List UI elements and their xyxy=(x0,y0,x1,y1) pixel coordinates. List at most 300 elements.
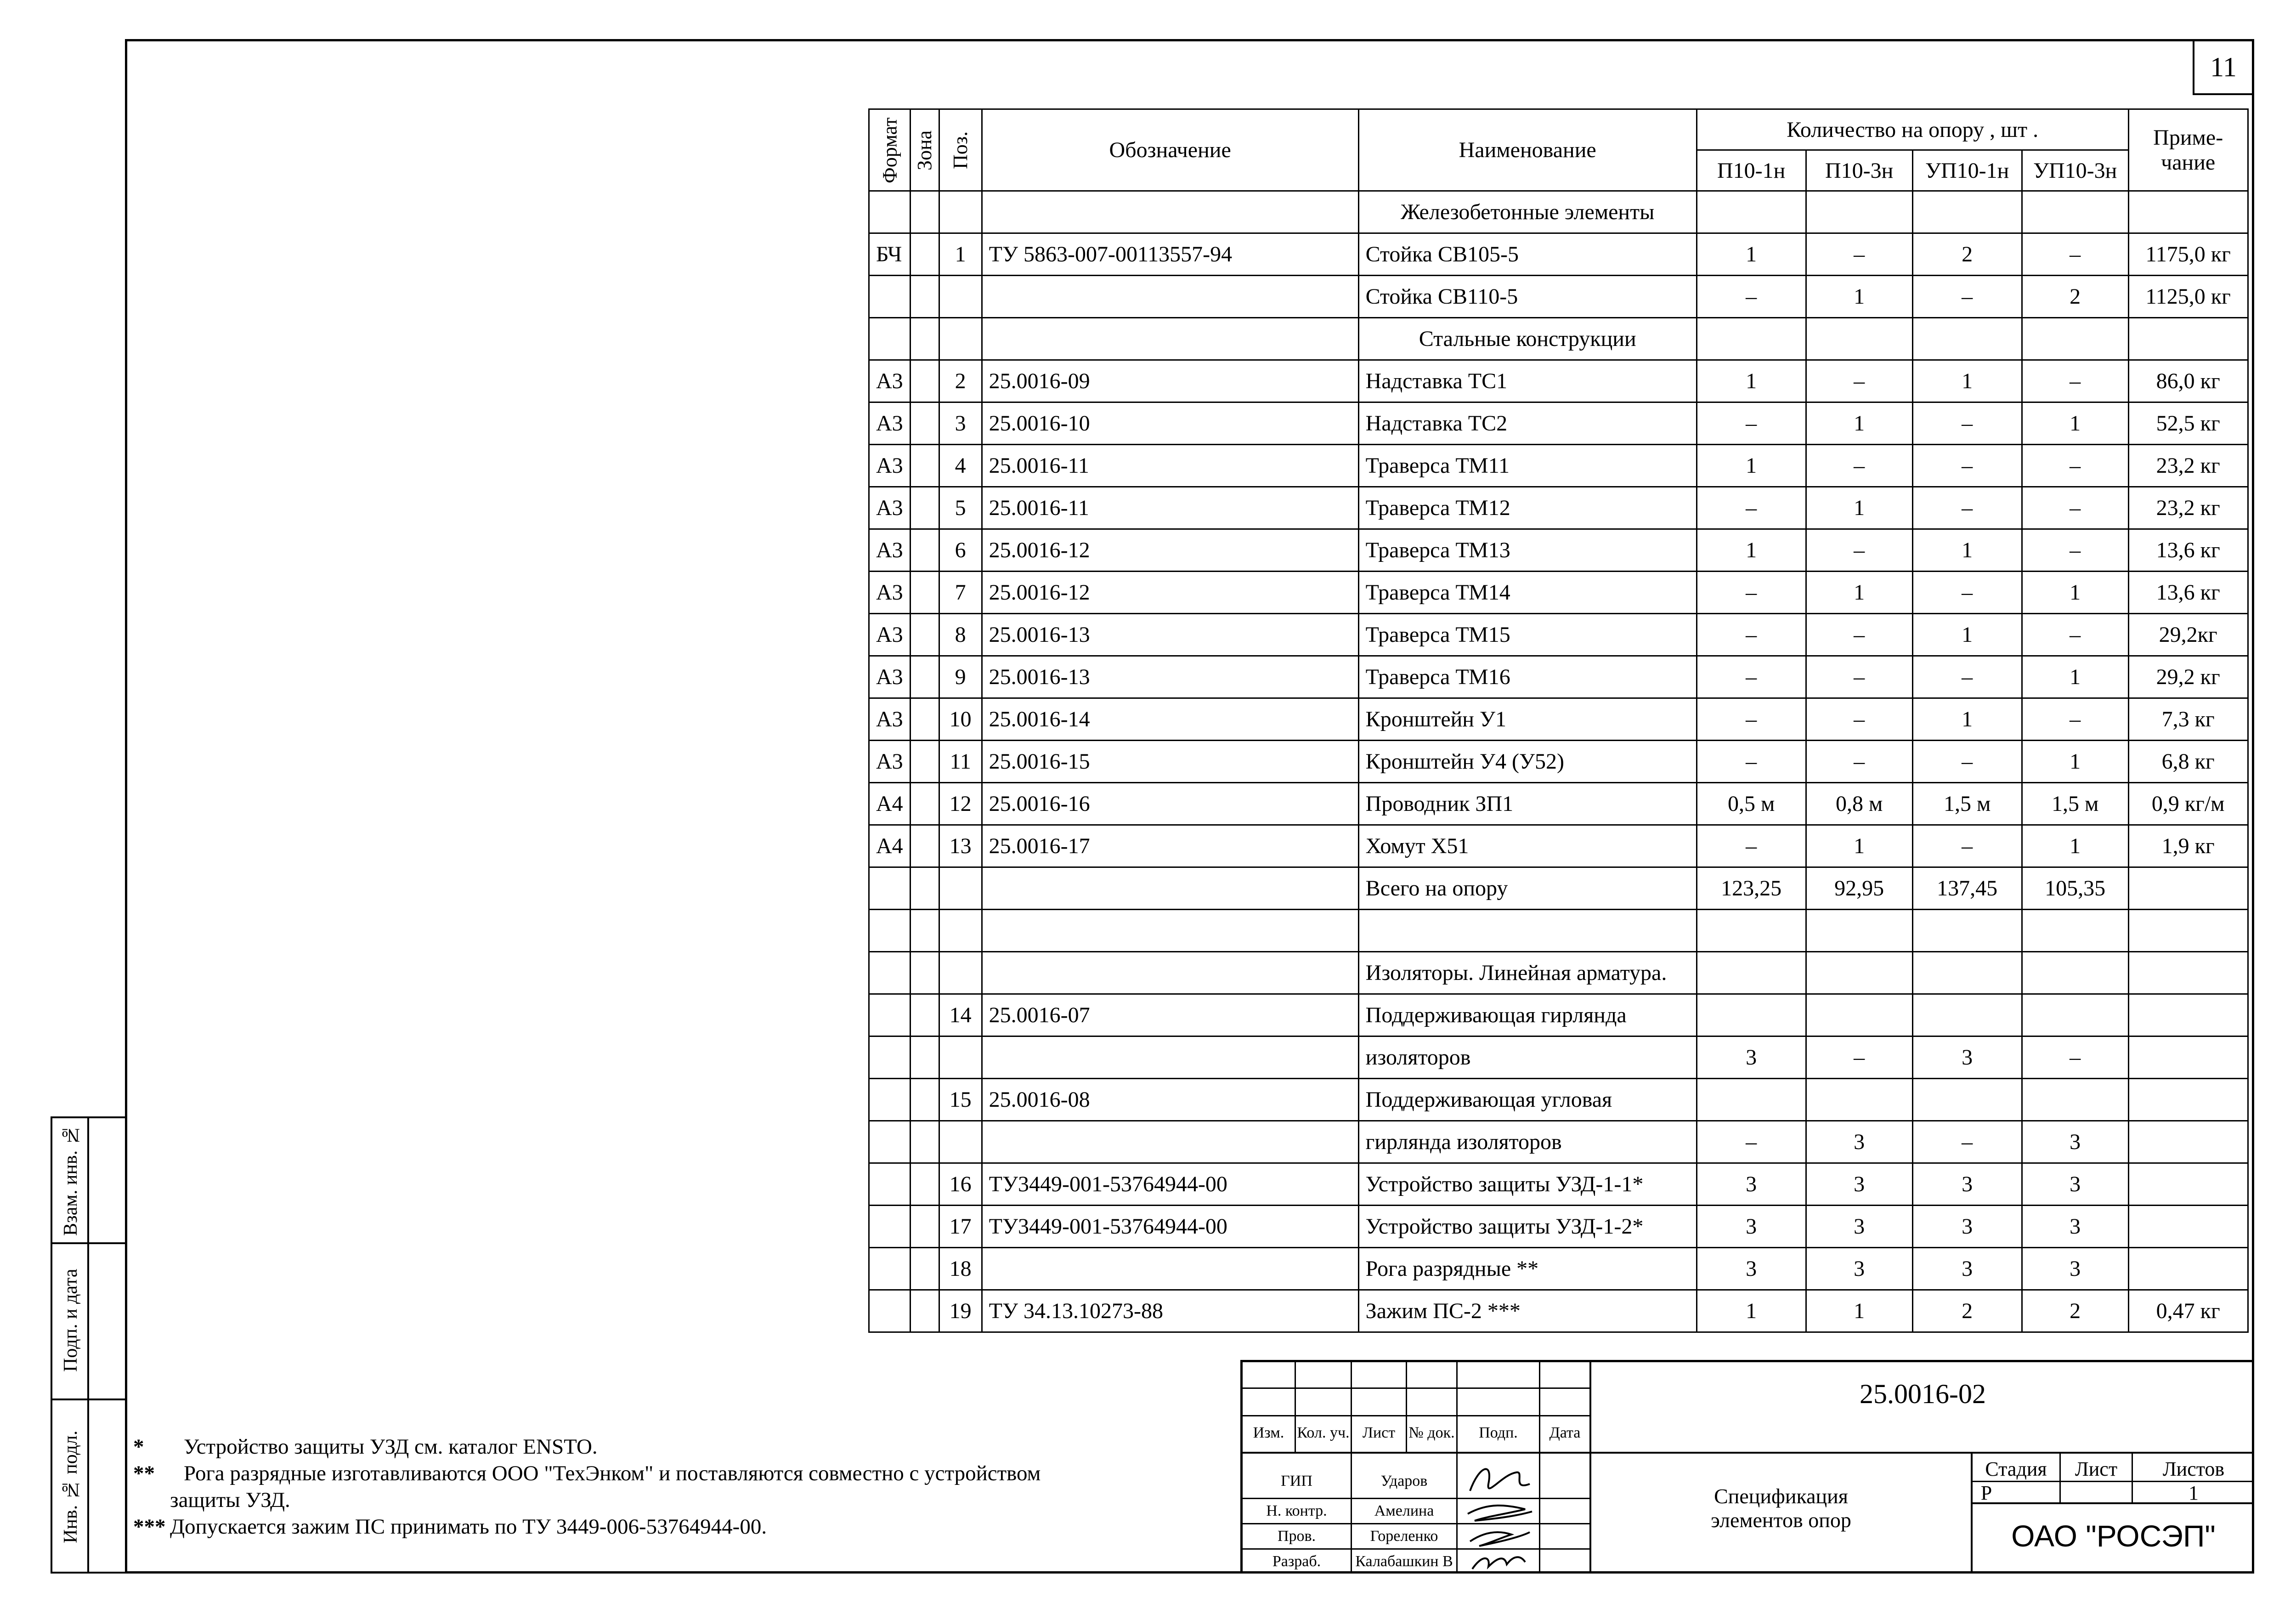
cell-designation: 25.0016-12 xyxy=(982,529,1358,572)
cell-quantity: 1 xyxy=(2022,402,2128,445)
header-format: Формат xyxy=(869,109,910,191)
cell-pos: 4 xyxy=(939,445,982,487)
cell-zone xyxy=(910,233,939,276)
cell-quantity: – xyxy=(1806,233,1912,276)
cell-quantity xyxy=(1806,318,1912,360)
side-sign-date: Подп. и дата xyxy=(60,1268,81,1372)
cell-format xyxy=(869,1290,910,1332)
cell-quantity: 2 xyxy=(2022,276,2128,318)
cell-format xyxy=(869,191,910,233)
cell-format: А4 xyxy=(869,783,910,825)
table-row xyxy=(869,910,2248,952)
cell-note: 1,9 кг xyxy=(2128,825,2248,867)
cell-quantity xyxy=(1912,952,2022,994)
sheets-value: 1 xyxy=(2189,1482,2199,1504)
cell-name: Поддерживающая гирлянда xyxy=(1358,994,1697,1036)
table-row xyxy=(869,402,2248,445)
cell-quantity: – xyxy=(2022,1036,2128,1079)
table-row xyxy=(869,1079,2248,1121)
cell-name: гирлянда изоляторов xyxy=(1358,1121,1697,1163)
tb-col-sign: Подп. xyxy=(1479,1424,1518,1441)
cell-name: Зажим ПС-2 *** xyxy=(1358,1290,1697,1332)
cell-note xyxy=(2128,191,2248,233)
cell-pos: 9 xyxy=(939,656,982,698)
tb-person: Гореленко xyxy=(1370,1528,1438,1545)
cell-quantity xyxy=(1912,1079,2022,1121)
cell-name: Траверса ТМ14 xyxy=(1358,572,1697,614)
table-row xyxy=(869,276,2248,318)
cell-designation: 25.0016-13 xyxy=(982,614,1358,656)
cell-designation xyxy=(982,952,1358,994)
cell-designation xyxy=(982,1248,1358,1290)
cell-zone xyxy=(910,825,939,867)
cell-name: Устройство защиты УЗД-1-1* xyxy=(1358,1163,1697,1206)
cell-quantity: 1 xyxy=(1806,825,1912,867)
cell-quantity: 0,8 м xyxy=(1806,783,1912,825)
cell-quantity: 1 xyxy=(1806,572,1912,614)
cell-format: А3 xyxy=(869,402,910,445)
cell-name: Траверса ТМ11 xyxy=(1358,445,1697,487)
cell-quantity: 92,95 xyxy=(1806,867,1912,910)
cell-format: БЧ xyxy=(869,233,910,276)
table-row xyxy=(869,741,2248,783)
tb-col-izm: Изм. xyxy=(1253,1424,1284,1441)
cell-designation: 25.0016-11 xyxy=(982,445,1358,487)
tb-col-list: Лист xyxy=(1362,1424,1396,1441)
cell-designation: 25.0016-09 xyxy=(982,360,1358,402)
cell-designation: 25.0016-17 xyxy=(982,825,1358,867)
cell-quantity: – xyxy=(1912,276,2022,318)
cell-quantity: 1 xyxy=(1806,402,1912,445)
title-block xyxy=(1240,1360,2254,1574)
tb-person: Ударов xyxy=(1380,1472,1428,1489)
cell-quantity: – xyxy=(1912,741,2022,783)
cell-quantity xyxy=(1697,952,1806,994)
cell-designation: 25.0016-12 xyxy=(982,572,1358,614)
cell-zone xyxy=(910,741,939,783)
cell-quantity: – xyxy=(2022,360,2128,402)
cell-pos: 13 xyxy=(939,825,982,867)
cell-name: Устройство защиты УЗД-1-2* xyxy=(1358,1206,1697,1248)
cell-note xyxy=(2128,1206,2248,1248)
cell-pos: 12 xyxy=(939,783,982,825)
cell-designation xyxy=(982,1121,1358,1163)
cell-quantity: 1 xyxy=(1697,233,1806,276)
cell-zone xyxy=(910,910,939,952)
table-row xyxy=(869,1163,2248,1206)
cell-quantity: 1 xyxy=(1697,1290,1806,1332)
cell-pos: 2 xyxy=(939,360,982,402)
cell-quantity: 105,35 xyxy=(2022,867,2128,910)
cell-zone xyxy=(910,487,939,529)
cell-zone xyxy=(910,614,939,656)
cell-quantity: – xyxy=(1697,572,1806,614)
cell-zone xyxy=(910,1036,939,1079)
cell-format: А3 xyxy=(869,614,910,656)
cell-name: Траверса ТМ13 xyxy=(1358,529,1697,572)
cell-quantity xyxy=(1806,952,1912,994)
cell-pos: 17 xyxy=(939,1206,982,1248)
cell-format xyxy=(869,1248,910,1290)
stage-label: Стадия xyxy=(1985,1458,2047,1480)
cell-note: 86,0 кг xyxy=(2128,360,2248,402)
tb-role: ГИП xyxy=(1281,1472,1312,1489)
cell-quantity: – xyxy=(1806,445,1912,487)
document-title-line1: Спецификация xyxy=(1714,1484,1848,1508)
cell-quantity: 3 xyxy=(2022,1248,2128,1290)
cell-zone xyxy=(910,698,939,741)
header-support-up10-1n: УП10-1н xyxy=(1912,150,2022,191)
cell-zone xyxy=(910,318,939,360)
cell-zone xyxy=(910,994,939,1036)
cell-zone xyxy=(910,572,939,614)
cell-quantity: 137,45 xyxy=(1912,867,2022,910)
cell-quantity xyxy=(1806,910,1912,952)
footnote: * Устройство защиты УЗД см. каталог ENSTO. xyxy=(133,1435,598,1459)
cell-zone xyxy=(910,445,939,487)
cell-note: 6,8 кг xyxy=(2128,741,2248,783)
cell-zone xyxy=(910,1121,939,1163)
cell-note xyxy=(2128,318,2248,360)
cell-pos: 7 xyxy=(939,572,982,614)
sheet-label: Лист xyxy=(2075,1458,2118,1480)
cell-format: А4 xyxy=(869,825,910,867)
table-row xyxy=(869,698,2248,741)
cell-zone xyxy=(910,402,939,445)
cell-designation: 25.0016-10 xyxy=(982,402,1358,445)
tb-col-date: Дата xyxy=(1549,1424,1581,1441)
cell-quantity: 1 xyxy=(2022,825,2128,867)
cell-quantity: 3 xyxy=(2022,1121,2128,1163)
header-designation: Обозначение xyxy=(982,109,1358,191)
tb-col-kol: Кол. уч. xyxy=(1297,1424,1350,1441)
cell-quantity: – xyxy=(1697,825,1806,867)
cell-quantity: – xyxy=(1912,1121,2022,1163)
tb-col-doc: № док. xyxy=(1408,1424,1455,1441)
cell-designation: 25.0016-15 xyxy=(982,741,1358,783)
cell-pos xyxy=(939,952,982,994)
cell-pos: 15 xyxy=(939,1079,982,1121)
section-title: Железобетонные элементы xyxy=(1358,191,1697,233)
cell-designation xyxy=(982,1036,1358,1079)
cell-quantity: – xyxy=(1697,402,1806,445)
cell-quantity: – xyxy=(1806,656,1912,698)
cell-pos: 8 xyxy=(939,614,982,656)
cell-quantity: 3 xyxy=(1697,1248,1806,1290)
header-pos: Поз. xyxy=(939,109,982,191)
cell-format: А3 xyxy=(869,698,910,741)
table-row xyxy=(869,360,2248,402)
header-zone: Зона xyxy=(910,109,939,191)
table-row xyxy=(869,572,2248,614)
cell-quantity: 0,5 м xyxy=(1697,783,1806,825)
cell-designation: ТУ3449-001-53764944-00 xyxy=(982,1163,1358,1206)
cell-designation xyxy=(982,318,1358,360)
table-row xyxy=(869,1121,2248,1163)
cell-quantity: 1 xyxy=(1806,487,1912,529)
table-row xyxy=(869,783,2248,825)
cell-quantity: – xyxy=(1912,656,2022,698)
section-title: Стальные конструкции xyxy=(1358,318,1697,360)
cell-quantity xyxy=(2022,1079,2128,1121)
cell-designation xyxy=(982,867,1358,910)
cell-note: 1175,0 кг xyxy=(2128,233,2248,276)
cell-quantity: 123,25 xyxy=(1697,867,1806,910)
cell-pos xyxy=(939,1036,982,1079)
table-row xyxy=(869,867,2248,910)
cell-format xyxy=(869,952,910,994)
cell-quantity: – xyxy=(1697,656,1806,698)
cell-note: 7,3 кг xyxy=(2128,698,2248,741)
cell-zone xyxy=(910,529,939,572)
cell-quantity xyxy=(2022,191,2128,233)
cell-quantity: – xyxy=(1697,276,1806,318)
cell-name: Проводник ЗП1 xyxy=(1358,783,1697,825)
cell-name: Всего на опору xyxy=(1358,867,1697,910)
cell-quantity xyxy=(1697,1079,1806,1121)
cell-pos: 16 xyxy=(939,1163,982,1206)
cell-note: 52,5 кг xyxy=(2128,402,2248,445)
cell-note xyxy=(2128,867,2248,910)
cell-pos: 6 xyxy=(939,529,982,572)
cell-quantity: 1 xyxy=(1912,360,2022,402)
cell-designation: 25.0016-13 xyxy=(982,656,1358,698)
cell-note: 29,2кг xyxy=(2128,614,2248,656)
cell-name: Стойка СВ105-5 xyxy=(1358,233,1697,276)
cell-note: 23,2 кг xyxy=(2128,487,2248,529)
cell-designation: 25.0016-11 xyxy=(982,487,1358,529)
cell-quantity: – xyxy=(1806,741,1912,783)
sheets-label: Листов xyxy=(2162,1458,2225,1480)
cell-quantity: – xyxy=(1806,529,1912,572)
cell-quantity xyxy=(2022,994,2128,1036)
cell-quantity xyxy=(2022,318,2128,360)
cell-note xyxy=(2128,952,2248,994)
cell-quantity: – xyxy=(1697,741,1806,783)
cell-note: 13,6 кг xyxy=(2128,529,2248,572)
cell-quantity: 2 xyxy=(2022,1290,2128,1332)
cell-zone xyxy=(910,656,939,698)
header-support-p10-1n: П10-1н xyxy=(1697,150,1806,191)
cell-name xyxy=(1358,910,1697,952)
cell-quantity: – xyxy=(1806,698,1912,741)
cell-note: 1125,0 кг xyxy=(2128,276,2248,318)
table-row xyxy=(869,445,2248,487)
cell-quantity: 3 xyxy=(1806,1121,1912,1163)
cell-note: 13,6 кг xyxy=(2128,572,2248,614)
cell-quantity: 1 xyxy=(1697,445,1806,487)
cell-designation: ТУ3449-001-53764944-00 xyxy=(982,1206,1358,1248)
cell-quantity: 3 xyxy=(1697,1206,1806,1248)
table-row xyxy=(869,656,2248,698)
cell-pos xyxy=(939,318,982,360)
cell-quantity: 1 xyxy=(1697,529,1806,572)
cell-quantity: – xyxy=(1912,825,2022,867)
cell-quantity xyxy=(1912,191,2022,233)
cell-note xyxy=(2128,910,2248,952)
section-row xyxy=(869,318,2248,360)
cell-note: 0,9 кг/м xyxy=(2128,783,2248,825)
cell-format: А3 xyxy=(869,656,910,698)
cell-format xyxy=(869,867,910,910)
cell-quantity: 1 xyxy=(2022,741,2128,783)
cell-quantity: 3 xyxy=(1912,1036,2022,1079)
cell-quantity: 1 xyxy=(1697,360,1806,402)
cell-quantity: – xyxy=(2022,233,2128,276)
header-name: Наименование xyxy=(1358,109,1697,191)
cell-quantity xyxy=(1697,191,1806,233)
cell-quantity: 3 xyxy=(2022,1163,2128,1206)
footnote: *** Допускается зажим ПС принимать по ТУ 3449-006-53764944-00. xyxy=(133,1515,767,1539)
cell-quantity: 1,5 м xyxy=(1912,783,2022,825)
cell-quantity xyxy=(2022,910,2128,952)
cell-format: А3 xyxy=(869,529,910,572)
header-support-p10-3n: П10-3н xyxy=(1806,150,1912,191)
cell-format: А3 xyxy=(869,487,910,529)
cell-quantity: 2 xyxy=(1912,233,2022,276)
cell-name: Траверса ТМ12 xyxy=(1358,487,1697,529)
tb-person: Калабашкин В xyxy=(1355,1553,1453,1570)
cell-quantity: 1 xyxy=(1806,276,1912,318)
cell-pos: 14 xyxy=(939,994,982,1036)
cell-quantity: – xyxy=(1697,698,1806,741)
cell-pos xyxy=(939,910,982,952)
cell-quantity: – xyxy=(2022,445,2128,487)
cell-quantity: 2 xyxy=(1912,1290,2022,1332)
cell-quantity: – xyxy=(2022,698,2128,741)
cell-name: Надставка ТС1 xyxy=(1358,360,1697,402)
cell-quantity: 3 xyxy=(1912,1248,2022,1290)
cell-name: Изоляторы. Линейная арматура. xyxy=(1358,952,1697,994)
cell-quantity: – xyxy=(2022,529,2128,572)
side-stamp-strip xyxy=(51,1116,125,1574)
cell-format xyxy=(869,994,910,1036)
sheet-number: 11 xyxy=(2193,41,2252,95)
footnote: ** Рога разрядные изготавливаются ООО "ТехЭнком" и поставляются совместно с устройством xyxy=(133,1461,1041,1485)
cell-note xyxy=(2128,994,2248,1036)
cell-pos: 18 xyxy=(939,1248,982,1290)
cell-zone xyxy=(910,360,939,402)
cell-quantity: 3 xyxy=(1912,1163,2022,1206)
cell-zone xyxy=(910,952,939,994)
table-row xyxy=(869,614,2248,656)
cell-quantity xyxy=(1806,994,1912,1036)
table-row xyxy=(869,825,2248,867)
cell-quantity xyxy=(1912,994,2022,1036)
header-support-up10-3n: УП10-3н xyxy=(2022,150,2128,191)
specification-body xyxy=(869,191,2248,1332)
cell-quantity: 1 xyxy=(2022,572,2128,614)
table-row xyxy=(869,1248,2248,1290)
specification-table xyxy=(868,108,2249,1333)
cell-format xyxy=(869,1121,910,1163)
cell-quantity xyxy=(1697,910,1806,952)
cell-quantity: 1 xyxy=(1912,529,2022,572)
cell-designation xyxy=(982,276,1358,318)
cell-name: Стойка СВ110-5 xyxy=(1358,276,1697,318)
cell-pos xyxy=(939,276,982,318)
cell-quantity: 1 xyxy=(1806,1290,1912,1332)
cell-quantity xyxy=(1697,318,1806,360)
table-row xyxy=(869,994,2248,1036)
cell-quantity: 3 xyxy=(1806,1248,1912,1290)
cell-zone xyxy=(910,1206,939,1248)
cell-zone xyxy=(910,783,939,825)
footnote: защиты УЗД. xyxy=(170,1488,290,1512)
cell-designation: ТУ 5863-007-00113557-94 xyxy=(982,233,1358,276)
cell-designation: 25.0016-07 xyxy=(982,994,1358,1036)
tb-role: Пров. xyxy=(1277,1528,1316,1545)
side-replace-inv: Взам. инв. № xyxy=(60,1124,81,1236)
header-quantity: Количество на опору , шт . xyxy=(1697,109,2128,150)
signatures-image xyxy=(1461,1447,1539,1574)
cell-pos xyxy=(939,1121,982,1163)
side-inv-no: Инв. № подл. xyxy=(60,1430,81,1544)
cell-pos: 1 xyxy=(939,233,982,276)
cell-name: изоляторов xyxy=(1358,1036,1697,1079)
table-row xyxy=(869,1206,2248,1248)
cell-pos: 3 xyxy=(939,402,982,445)
cell-format xyxy=(869,1079,910,1121)
cell-format xyxy=(869,318,910,360)
cell-quantity: – xyxy=(1806,1036,1912,1079)
cell-quantity: – xyxy=(1697,1121,1806,1163)
section-row xyxy=(869,191,2248,233)
cell-note xyxy=(2128,1121,2248,1163)
cell-designation: 25.0016-08 xyxy=(982,1079,1358,1121)
cell-designation: 25.0016-14 xyxy=(982,698,1358,741)
document-title-line2: элементов опор xyxy=(1711,1508,1851,1532)
cell-format xyxy=(869,910,910,952)
document-code: 25.0016-02 xyxy=(1860,1379,1986,1409)
cell-name: Кронштейн У4 (У52) xyxy=(1358,741,1697,783)
cell-format: А3 xyxy=(869,445,910,487)
organization-name: ОАО "РОСЭП" xyxy=(2011,1519,2216,1553)
footnotes xyxy=(133,1433,1041,1540)
cell-quantity: – xyxy=(2022,487,2128,529)
cell-name: Надставка ТС2 xyxy=(1358,402,1697,445)
cell-quantity: – xyxy=(1912,402,2022,445)
cell-quantity xyxy=(2022,952,2128,994)
cell-name: Кронштейн У1 xyxy=(1358,698,1697,741)
cell-note: 23,2 кг xyxy=(2128,445,2248,487)
table-row xyxy=(869,1290,2248,1332)
cell-quantity: – xyxy=(1697,614,1806,656)
cell-quantity: – xyxy=(1912,445,2022,487)
cell-format: А3 xyxy=(869,572,910,614)
cell-name: Поддерживающая угловая xyxy=(1358,1079,1697,1121)
tb-role: Разраб. xyxy=(1272,1553,1321,1570)
cell-note: 0,47 кг xyxy=(2128,1290,2248,1332)
table-row xyxy=(869,529,2248,572)
cell-quantity: – xyxy=(2022,614,2128,656)
cell-format xyxy=(869,1036,910,1079)
cell-quantity xyxy=(1912,910,2022,952)
cell-quantity xyxy=(1806,191,1912,233)
cell-quantity xyxy=(1697,994,1806,1036)
cell-note xyxy=(2128,1163,2248,1206)
cell-designation xyxy=(982,191,1358,233)
cell-format: А3 xyxy=(869,741,910,783)
cell-name: Хомут Х51 xyxy=(1358,825,1697,867)
cell-quantity xyxy=(1806,1079,1912,1121)
cell-quantity: 1,5 м xyxy=(2022,783,2128,825)
cell-pos xyxy=(939,867,982,910)
cell-format: А3 xyxy=(869,360,910,402)
cell-quantity: – xyxy=(1912,487,2022,529)
cell-pos xyxy=(939,191,982,233)
cell-zone xyxy=(910,867,939,910)
